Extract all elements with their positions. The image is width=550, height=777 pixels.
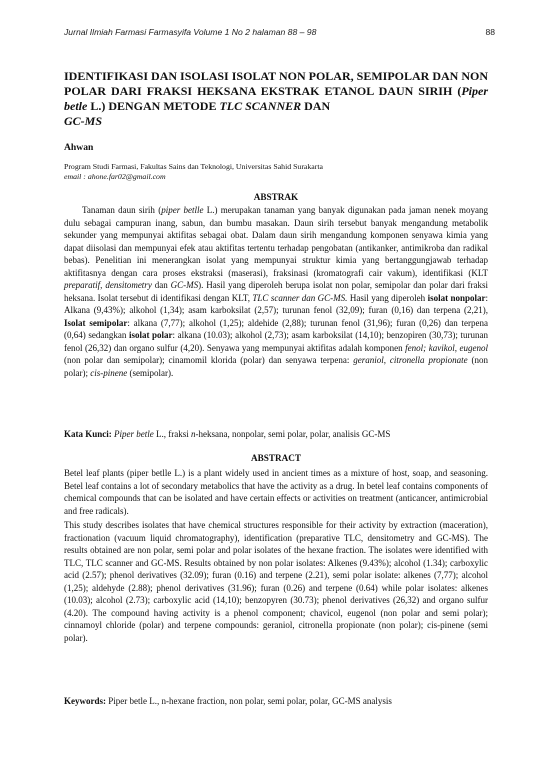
kata-kunci-species: Piper betle (114, 429, 154, 439)
title-part-1: IDENTIFIKASI DAN ISOLASI ISOLAT NON POLAR, SEMIPOLAR DAN NON POLAR DARI FRAKSI HEKSANA EKSTRAK ETANOL DAUN SIRIH ( (64, 69, 488, 98)
abstrak-pinene-ital: cis-pinene (90, 367, 128, 378)
keywords-text: Piper betle L., n-hexane fraction, non polar, semi polar, polar, GC-MS analysis (106, 696, 392, 706)
affiliation-block (64, 162, 494, 182)
abstrak-paragraph (64, 204, 488, 379)
kata-kunci (64, 428, 494, 440)
abstrak-text-6: : Alkana (9,43%); alkohol (1,34); asam karboksilat (2,57); turunan fenol (32,09); furan (0,16) dan terpena (2,21), (64, 292, 489, 315)
title-species: Piper betle (64, 84, 488, 113)
keywords (64, 695, 494, 707)
abstrak-text-2: L.) merupakan tanaman yang banyak digunakan pada jaman nenek moyang dulu sebagai campuran inang, sabun, dan bumbu masakan. Daun sirih tersebut banyak mengandung metabolik sekunder yang mempunyai aktifitas sebagai obat. Dalam daun sirih mengandung komponen senyawa kimia yang dapat diisolasi dan mempunyai efek atau aktifitas tertentu terhadap pengobatan (antikanker, antimikroba dan radikal bebas). Penelitian ini menerangkan isolat yang mempunyai struktur kimia yang bertanggungjawab terhadap aktifitasnya dengan cara proses ekstraksi (maserasi), fraksinasi (kromatografi cair vakum), identifikasi (KLT (64, 205, 488, 278)
abstrak-species: piper betlle (161, 205, 204, 215)
abstract-paragraph-1: Betel leaf plants (piper betlle L.) is a plant widely used in ancient times as a mixture of host, soap, and seasoning. Betel leaf contains a lot of secondary metabolics that have the activity as a drug. In betel leaf contains components of chemical compounds that can be isolated and have certain effects or activities on treatment (anticancer, antimicrobial and free radicals). (64, 468, 488, 516)
isolat-polar-label: isolat polar (128, 330, 173, 340)
abstrak-text-1: Tanaman daun sirih ( (82, 205, 162, 215)
paper-title (64, 69, 488, 129)
abstrak-text-3: dan (151, 280, 171, 290)
abstrak-fenol-ital: fenol; kavikol, eugenol (405, 342, 489, 353)
author-email: email : ahone.far02@gmail.com (64, 172, 166, 181)
isolat-nonpolar-label: isolat nonpolar (427, 292, 486, 303)
abstrak-text-7: : alkana (7,77); alkohol (1,25); aldehide (2,88); turunan fenol (31,96); furan (0,26) dan terpena (0,64) sedangkan (64, 317, 488, 340)
abstract-heading: ABSTRACT (250, 453, 302, 463)
abstract-paragraph-2: This study describes isolates that have chemical structures responsible for their activity by extraction (maceration), fractionation (vacuum liquid chromatography), identification (preparative TLC, densitometry and GC-MS). The results obtained are non polar, semi polar and polar isolates of the hexane fraction. The isolates were identified with TLC, TLC scanner and GC-MS. Results obtained by non polar isolates: Alkenes (9.43%); alcohol (1.34); carboxylic acid (2.57); phenol derivatives (32.09); furan (0.16) and terpene (2.21), semi polar isolate: alkenes (7,77); alcohol (1,25); aldehyde (2.88); phenol derivatives (31.96); furan (0.26) and terpene (0.64) while polar isolates: alkenes (10.03); alcohol (2.73); carboxylic acid (14,10); benzopyren (30.73); phenol derivatives (26,32) and organo sulfur (4.20). The compound having activity is a phenol component; chavicol, eugenol (non polar and semi polar); cinnamoyl chloride (polar) and terpene compounds: geraniol, citronella propionate (non polar); cis-pinene (semi polar). (64, 520, 488, 643)
abstrak-tlc-ital: TLC scanner dan GC-MS. (252, 292, 348, 303)
abstrak-method-ital: preparatif, densitometry (64, 280, 152, 290)
isolat-semipolar-label: Isolat semipolar (64, 317, 128, 328)
title-part-3: DAN (301, 99, 331, 113)
abstrak-text-5: Hasil yang diperoleh (347, 292, 428, 303)
abstrak-heading: ABSTRAK (253, 192, 299, 202)
kata-kunci-n: n (191, 429, 196, 439)
abstract-body (64, 467, 488, 644)
keywords-label: Keywords: (64, 696, 106, 706)
page-number: 88 (485, 27, 495, 37)
author-name: Ahwan (64, 142, 94, 153)
abstrak-text-8: : alkana (10.03); alkohol (2,73); asam karboksilat (14,10); benzopiren (30,73); turunan fenol (26,32) dan organo sulfur (4,20). Senyawa yang mempunyai aktifitas adalah komponen (64, 330, 488, 353)
title-method: TLC SCANNER (219, 99, 302, 113)
kata-kunci-label: Kata Kunci: (64, 429, 112, 439)
abstrak-gcms-ital: GC-MS (170, 280, 199, 290)
title-gcms: GC-MS (64, 114, 103, 128)
title-part-2: L.) DENGAN METODE (87, 99, 220, 113)
abstrak-geraniol-ital: geraniol, citronella propionate (353, 355, 468, 365)
abstrak-text-9: (non polar dan semipolar); cinamomil klorida (polar) dan senyawa terpena: (64, 355, 354, 365)
kata-kunci-text-2: -heksana, nonpolar, semi polar, polar, analisis GC-MS (195, 429, 391, 439)
kata-kunci-text-1: L., fraksi (153, 429, 192, 439)
running-head: Jurnal Ilmiah Farmasi Farmasyifa Volume 1 No 2 halaman 88 – 98 (64, 27, 317, 37)
affiliation: Program Studi Farmasi, Fakultas Sains dan Teknologi, Universitas Sahid Surakarta (64, 162, 323, 171)
abstrak-text-11: (semipolar). (127, 367, 174, 378)
abstrak-text-4: ). Hasil yang diperoleh berupa isolat non polar, semipolar dan polar dari fraksi heksana. Isolat tersebut di identifikasi dengan KLT, (64, 280, 488, 303)
abstrak-text-10: (non polar); (64, 355, 488, 378)
